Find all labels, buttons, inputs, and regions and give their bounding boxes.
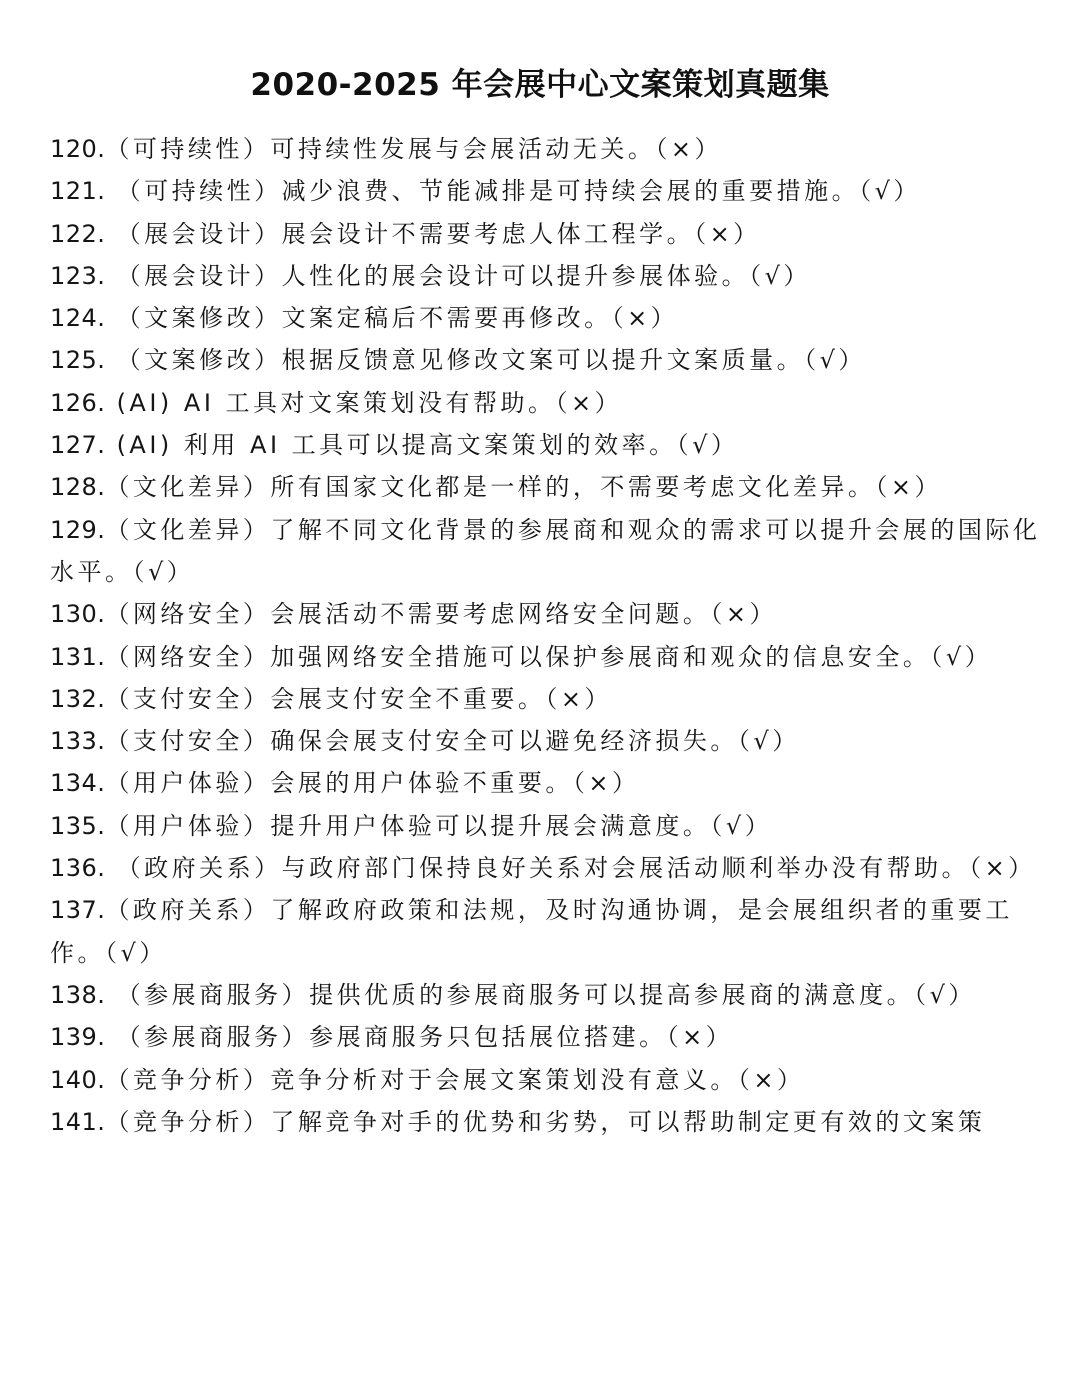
question-text: （网络安全）加强网络安全措施可以保护参展商和观众的信息安全。（√） xyxy=(105,642,993,671)
question-number: 129. xyxy=(50,515,106,544)
question-number: 121. xyxy=(50,177,106,206)
question-text: （文化差异）所有国家文化都是一样的，不需要考虑文化差异。（×） xyxy=(105,473,943,502)
question-number: 133. xyxy=(50,727,106,756)
question-item xyxy=(50,339,1050,381)
question-item xyxy=(50,170,1050,212)
question-item xyxy=(50,889,1050,974)
question-item xyxy=(50,466,1050,508)
question-text: （用户体验）会展的用户体验不重要。（×） xyxy=(105,769,640,798)
question-item xyxy=(50,593,1050,635)
question-item xyxy=(50,297,1050,339)
question-number: 137. xyxy=(50,896,106,925)
question-number: 138. xyxy=(50,980,106,1009)
question-text: （文化差异）了解不同文化背景的参展商和观众的需求可以提升会展的国际化水平。（√） xyxy=(50,515,1041,586)
question-item xyxy=(50,424,1050,466)
question-list xyxy=(50,128,1050,1143)
question-text: （支付安全）会展支付安全不重要。（×） xyxy=(105,684,613,713)
question-number: 123. xyxy=(50,261,106,290)
question-item xyxy=(50,213,1050,255)
question-text: （网络安全）会展活动不需要考虑网络安全问题。（×） xyxy=(105,600,778,629)
question-number: 131. xyxy=(50,642,106,671)
question-text: （文案修改）根据反馈意见修改文案可以提升文案质量。（√） xyxy=(105,346,866,375)
question-number: 126. xyxy=(50,388,106,417)
question-item xyxy=(50,720,1050,762)
question-text: （支付安全）确保会展支付安全可以避免经济损失。（√） xyxy=(105,727,800,756)
question-number: 125. xyxy=(50,346,106,375)
question-item xyxy=(50,974,1050,1016)
question-number: 120. xyxy=(50,135,106,163)
question-item xyxy=(50,1101,1050,1143)
question-text: （政府关系）与政府部门保持良好关系对会展活动顺利举办没有帮助。（×） xyxy=(105,854,1036,883)
question-text: (AI) 利用 AI 工具可以提高文案策划的效率。（√） xyxy=(105,431,739,460)
question-item xyxy=(50,678,1050,720)
question-text: （展会设计）人性化的展会设计可以提升参展体验。（√） xyxy=(105,261,811,290)
question-item xyxy=(50,847,1050,889)
question-text: （可持续性）可持续性发展与会展活动无关。（×） xyxy=(105,135,723,163)
question-number: 128. xyxy=(50,473,106,502)
question-text: （文案修改）文案定稿后不需要再修改。（×） xyxy=(105,304,679,333)
question-item xyxy=(50,762,1050,804)
question-item xyxy=(50,382,1050,424)
document-title: 2020-2025 年会展中心文案策划真题集 xyxy=(250,67,830,103)
question-text: （用户体验）提升用户体验可以提升展会满意度。（√） xyxy=(105,811,773,840)
question-item xyxy=(50,128,1050,170)
question-text: （政府关系）了解政府政策和法规，及时沟通协调，是会展组织者的重要工作。（√） xyxy=(50,896,1013,967)
question-text: （竞争分析）了解竞争对手的优势和劣势，可以帮助制定更有效的文案策 xyxy=(105,1107,986,1136)
question-number: 135. xyxy=(50,811,106,840)
question-number: 132. xyxy=(50,684,106,713)
question-text: （参展商服务）参展商服务只包括展位搭建。（×） xyxy=(105,1023,734,1052)
question-number: 134. xyxy=(50,769,106,798)
question-text: (AI) AI 工具对文案策划没有帮助。（×） xyxy=(105,388,623,417)
question-text: （可持续性）减少浪费、节能减排是可持续会展的重要措施。（√） xyxy=(105,177,921,206)
question-number: 127. xyxy=(50,431,106,460)
question-item xyxy=(50,1059,1050,1101)
question-number: 124. xyxy=(50,304,106,333)
question-item xyxy=(50,255,1050,297)
question-item xyxy=(50,1016,1050,1058)
question-number: 130. xyxy=(50,600,106,629)
question-number: 136. xyxy=(50,854,106,883)
question-text: （竞争分析）竞争分析对于会展文案策划没有意义。（×） xyxy=(105,1065,805,1094)
question-item xyxy=(50,805,1050,847)
question-number: 122. xyxy=(50,219,106,248)
question-number: 139. xyxy=(50,1023,106,1052)
question-item xyxy=(50,636,1050,678)
question-text: （参展商服务）提供优质的参展商服务可以提高参展商的满意度。（√） xyxy=(105,980,976,1009)
question-number: 141. xyxy=(50,1107,106,1136)
question-text: （展会设计）展会设计不需要考虑人体工程学。（×） xyxy=(105,219,761,248)
question-number: 140. xyxy=(50,1065,106,1094)
question-item xyxy=(50,509,1050,594)
